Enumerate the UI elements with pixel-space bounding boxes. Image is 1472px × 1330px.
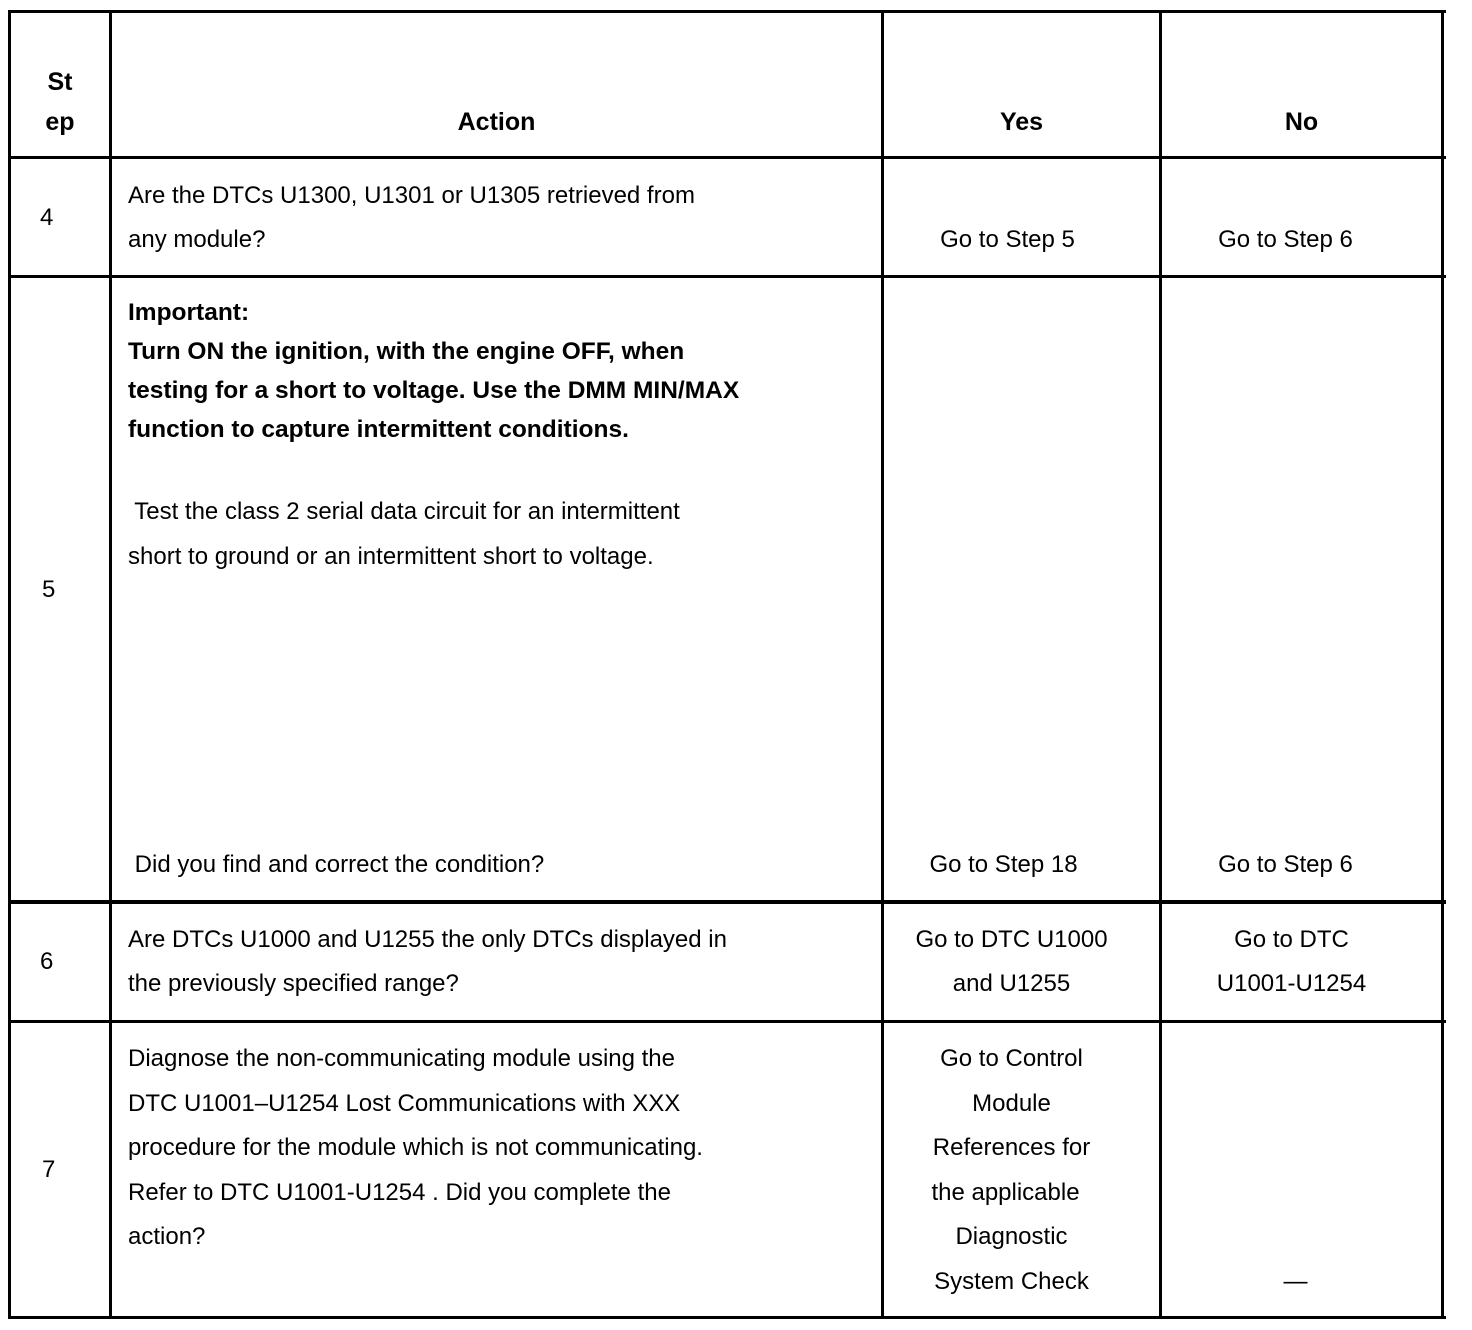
border-right: [1441, 10, 1444, 1319]
row5-step: 5: [42, 576, 56, 603]
header-action: Action: [457, 108, 536, 136]
header-no: No: [1284, 108, 1319, 136]
row6-no-line2: U1001-U1254: [1216, 970, 1367, 997]
row6-action-line2: the previously specified range?: [128, 970, 459, 997]
border-left: [8, 10, 11, 1319]
border-bottom: [8, 1316, 1446, 1319]
row7-action-line1: Diagnose the non-communicating module using the: [128, 1045, 675, 1072]
row7-step: 7: [42, 1156, 56, 1183]
row7-action-line2: DTC U1001–U1254 Lost Communications with XXX: [128, 1090, 681, 1117]
row5-important-line1: Turn ON the ignition, with the engine OFF, when: [128, 338, 685, 365]
row5-yes: Go to Step 18: [929, 851, 1078, 878]
row7-yes-line2: Module: [972, 1090, 1051, 1117]
row7-yes-line1: Go to Control: [940, 1045, 1083, 1072]
row7-yes-line4: the applicable: [931, 1179, 1080, 1206]
row6-step: 6: [40, 948, 54, 975]
row6-yes-line1: Go to DTC U1000: [915, 926, 1108, 953]
row5-important-line2: testing for a short to voltage. Use the DMM MIN/MAX: [128, 377, 740, 404]
row7-action-line5: action?: [128, 1223, 206, 1250]
row7-action-line4: Refer to DTC U1001-U1254 . Did you complete the: [128, 1179, 671, 1206]
row5-question: Did you find and correct the condition?: [128, 851, 545, 878]
border-col-yes: [1159, 10, 1162, 1319]
border-top: [8, 10, 1446, 13]
row6-action-line1: Are DTCs U1000 and U1255 the only DTCs displayed in: [128, 926, 727, 953]
row7-yes-line6: System Check: [934, 1268, 1089, 1295]
row4-yes: Go to Step 5: [940, 226, 1075, 253]
border-row4-bottom: [8, 275, 1446, 278]
row5-no: Go to Step 6: [1218, 851, 1353, 878]
row6-yes-line2: and U1255: [952, 970, 1071, 997]
border-col-step: [109, 10, 112, 1319]
row7-yes-line5: Diagnostic: [955, 1223, 1068, 1250]
row4-action-line2: any module?: [128, 226, 266, 253]
header-yes: Yes: [999, 108, 1044, 136]
row6-no-line1: Go to DTC: [1234, 926, 1349, 953]
row5-important-line3: function to capture intermittent conditions.: [128, 416, 629, 443]
row7-yes-line3: References for: [932, 1134, 1091, 1161]
row4-step: 4: [40, 204, 54, 231]
header-step-line2: ep: [45, 108, 75, 136]
border-row5-bottom: [8, 900, 1446, 904]
row5-action-line2: short to ground or an intermittent short to voltage.: [128, 543, 654, 570]
row7-no: —: [1283, 1268, 1308, 1295]
row5-important-label: Important:: [128, 299, 250, 326]
row5-action-line1: Test the class 2 serial data circuit for an intermittent: [128, 498, 680, 525]
row4-action-line1: Are the DTCs U1300, U1301 or U1305 retrieved from: [128, 182, 695, 209]
border-header-bottom: [8, 156, 1446, 159]
row7-action-line3: procedure for the module which is not communicating.: [128, 1134, 703, 1161]
row4-no: Go to Step 6: [1218, 226, 1353, 253]
header-step-line1: St: [47, 68, 73, 96]
border-row6-bottom: [8, 1020, 1446, 1023]
